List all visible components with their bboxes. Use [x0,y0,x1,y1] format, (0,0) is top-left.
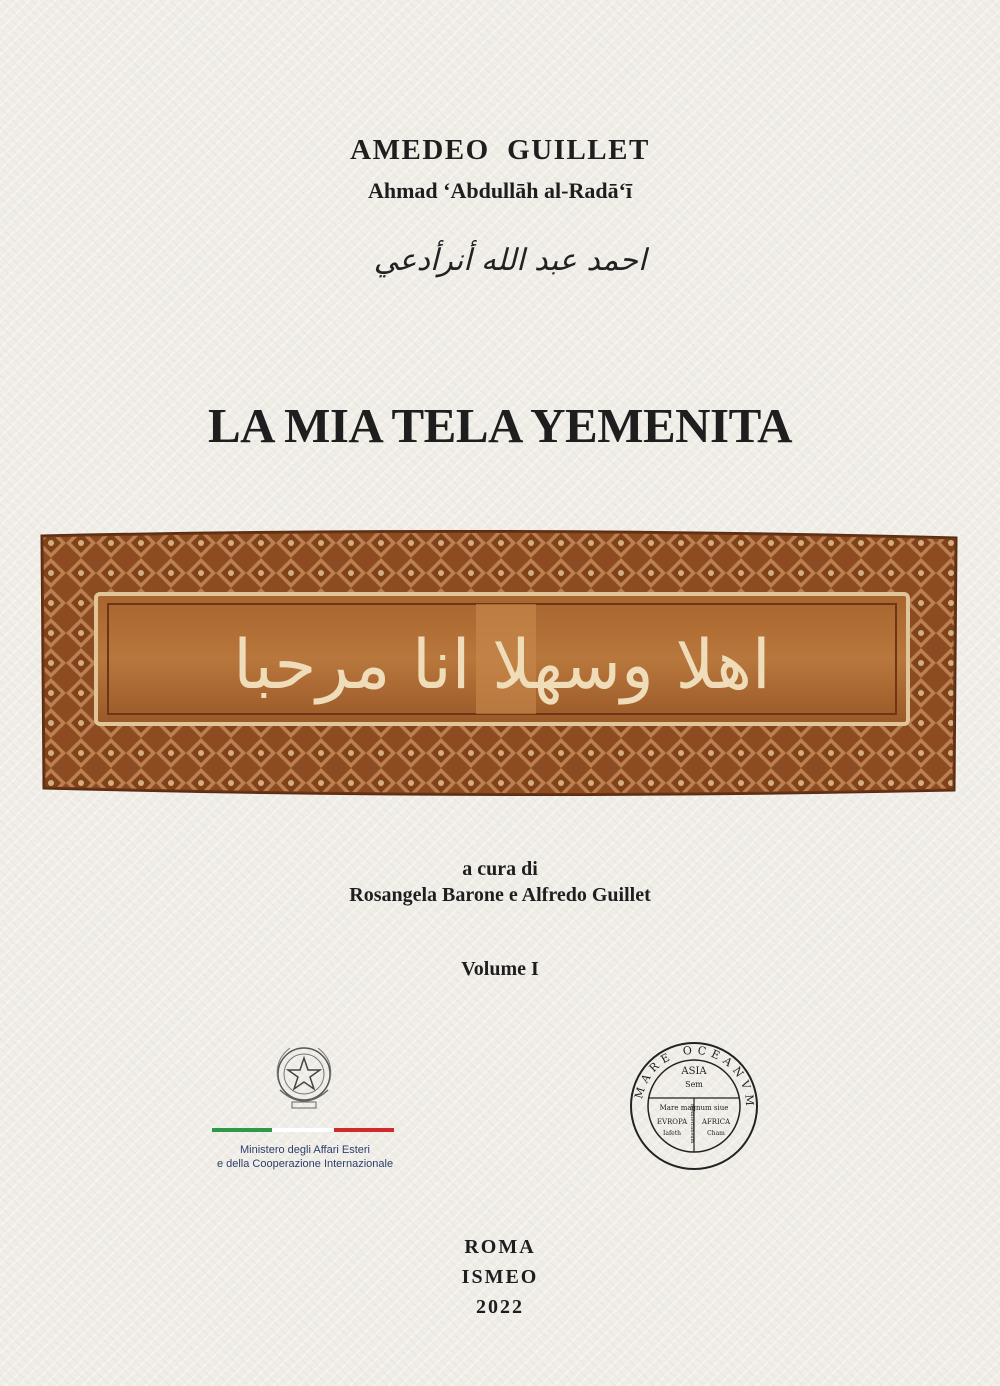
flag-white-segment [272,1128,334,1132]
editors-names: Rosangela Barone e Alfredo Guillet [349,884,651,906]
publisher-name: ISMEO [461,1266,539,1288]
flag-red-segment [334,1128,394,1132]
edited-by-label: a cura di [462,858,538,880]
signature-text: احمد عبد الله أنرأدعي [373,243,647,278]
flag-green-segment [212,1128,272,1132]
author-name: AMEDEO GUILLET [350,134,650,166]
ismeo-seal-logo [628,1040,760,1172]
ministry-line-1: Ministero degli Affari Esteri [239,1144,371,1156]
seal-europa: EVROPA [656,1118,688,1126]
seal-mediterraneum: mediterraneum [689,1104,695,1144]
seal-africa: AFRICA [701,1118,731,1126]
italian-flag-bar [212,1128,394,1132]
ministry-line-2: e della Cooperazione Internazionale [216,1158,394,1170]
yemeni-textile-image [36,528,962,798]
publication-city: ROMA [464,1236,536,1258]
italian-republic-emblem-icon [270,1040,338,1116]
publication-year: 2022 [476,1296,524,1318]
seal-mare-magnum: Mare magnum siue [659,1104,729,1112]
seal-outer-text: MARE OCEANVM [632,1043,757,1111]
book-title: LA MIA TELA YEMENITA [207,398,793,453]
seal-sem: Sem [685,1080,703,1089]
author-signature [325,225,695,295]
textile-inscription: اهلا وسهلا انا مرحبا [233,626,771,705]
volume-label: Volume I [461,958,539,980]
seal-iafeth: Iafeth [663,1130,681,1137]
seal-asia: ASIA [681,1066,707,1077]
seal-cham: Cham [707,1130,725,1137]
author-transliterated-name: Ahmad ‘Abdullāh al-Radā‘ī [367,178,633,203]
ministry-name [195,1143,415,1171]
